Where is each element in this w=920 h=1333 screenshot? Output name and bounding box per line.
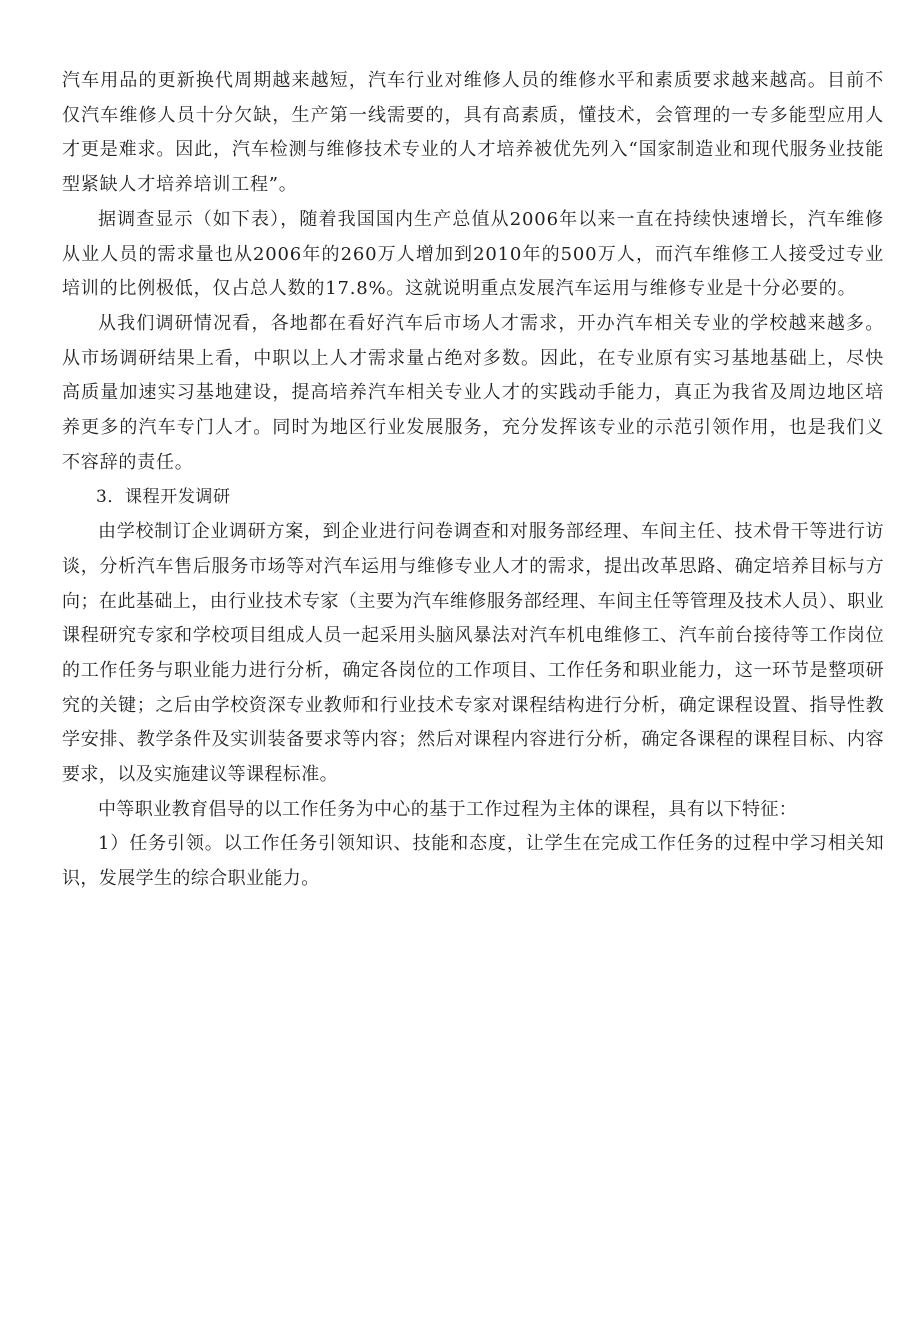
paragraph-task-guided-feature: 1）任务引领。以工作任务引领知识、技能和态度，让学生在完成工作任务的过程中学习相关知识，发展学生的综合职业能力。 [62, 833, 884, 890]
paragraph-course-features-intro: 中等职业教育倡导的以工作任务为中心的基于工作过程为主体的课程，具有以下特征： [98, 798, 798, 820]
paragraph-survey-data: 据调查显示（如下表），随着我国国内生产总值从2006年以来一直在持续快速增长，汽车维修从业人员的需求量也从2006年的260万人增加到2010年的500万人，而汽车维修工人接受过专业培训的比例极低，仅占总人数的17.8%。这就说明重点发展汽车运用与维修专业是十分必要的。 [62, 208, 884, 300]
section-heading-course-research: 3．课程开发调研 [96, 487, 231, 508]
paragraph-market-research: 从我们调研情况看，各地都在看好汽车后市场人才需求，开办汽车相关专业的学校越来越多。从市场调研结果上看，中职以上人才需求量占绝对多数。因此，在专业原有实习基地基础上，尽快高质量加速实习基地建设，提高培养汽车相关专业人才的实践动手能力，真正为我省及周边地区培养更多的汽车专门人才。同时为地区行业发展服务，充分发挥该专业的示范引领作用，也是我们义不容辞的责任。 [62, 312, 884, 473]
paragraph-course-development-process: 由学校制订企业调研方案，到企业进行问卷调查和对服务部经理、车间主任、技术骨干等进行访谈，分析汽车售后服务市场等对汽车运用与维修专业人才的需求，提出改革思路、确定培养目标与方向；在此基础上，由行业技术专家（主要为汽车维修服务部经理、车间主任等管理及技术人员）、职业课程研究专家和学校项目组成人员一起采用头脑风暴法对汽车机电维修工、汽车前台接待等工作岗位的工作任务与职业能力进行分析，确定各岗位的工作项目、工作任务和职业能力，这一环节是整项研究的关键；之后由学校资深专业教师和行业技术专家对课程结构进行分析，确定课程设置、指导性教学安排、教学条件及实训装备要求等内容；然后对课程内容进行分析，确定各课程的课程目标、内容要求，以及实施建议等课程标准。 [62, 521, 884, 786]
document-body [62, 64, 884, 897]
paragraph-demand-background: 汽车用品的更新换代周期越来越短，汽车行业对维修人员的维修水平和素质要求越来越高。目前不仅汽车维修人员十分欠缺，生产第一线需要的，具有高素质，懂技术，会管理的一专多能型应用人才更是难求。因此，汽车检测与维修技术专业的人才培养被优先列入“国家制造业和现代服务业技能型紧缺人才培养培训工程”。 [62, 70, 884, 196]
